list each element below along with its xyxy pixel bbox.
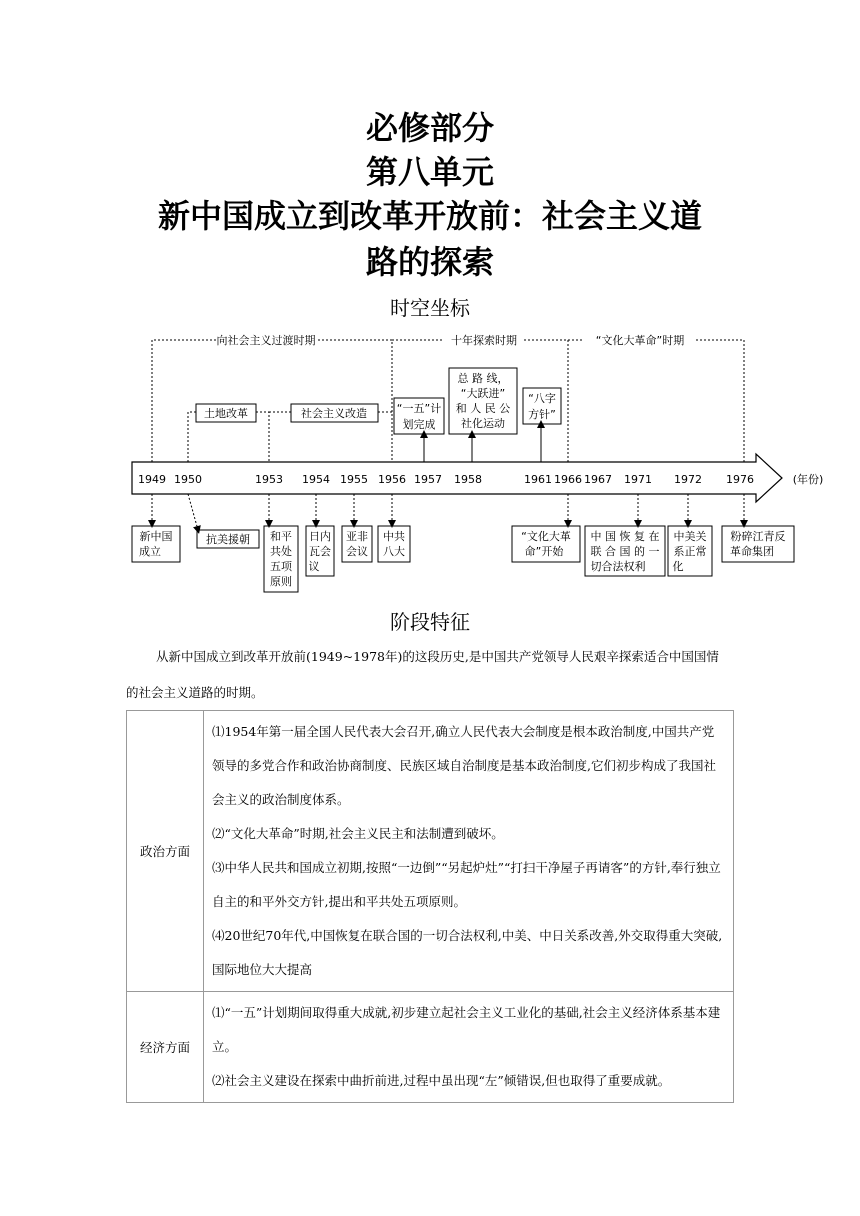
label-un-3: 切合法权利 (590, 560, 646, 573)
unit-subtitle-line2: 路的探索 (365, 243, 494, 281)
politics-content (204, 711, 734, 992)
label-us-3: 化 (672, 560, 684, 573)
label-bandung-2: 会议 (346, 545, 368, 558)
year-1949: 1949 (138, 473, 166, 486)
label-geneva-2: 瓦会 (309, 545, 331, 558)
timeline-diagram (126, 326, 830, 598)
label-gang-1: 粉碎江青反 (730, 530, 786, 543)
year-1958: 1958 (454, 473, 482, 486)
table-row-politics (127, 711, 734, 992)
politics-item-1: ⑴1954年第一届全国人民代表大会召开,确立人民代表大会制度是根本政治制度,中国共产党领导的多党合作和政治协商制度、民族区域自治制度是基本政治制度,它们初步构成了我国社会主义的政治制度体系。 (212, 724, 716, 807)
year-1954: 1954 (302, 473, 330, 486)
label-five-4: 原则 (270, 575, 292, 588)
year-1976: 1976 (726, 473, 754, 486)
label-congress-2: 八大 (383, 545, 405, 558)
intro-line1: 从新中国成立到改革开放前(1949~1978年)的这段历史,是中国共产党领导人民艰辛探索适合中国国情 (156, 649, 719, 664)
label-bandung-1: 亚非 (346, 530, 368, 543)
label-five-year-1: “一五”计 (396, 402, 442, 415)
page-title-line1: 必修部分 (365, 109, 494, 147)
timeline-heading: 时空坐标 (390, 296, 470, 320)
label-leap-4: 社化运动 (461, 417, 505, 430)
label-leap-3: 和 人 民 公 (455, 402, 511, 415)
politics-item-4: ⑷20世纪70年代,中国恢复在联合国的一切合法权利,中美、中日关系改善,外交取得重大突破,国际地位大大提高 (212, 928, 723, 977)
year-1953: 1953 (255, 473, 283, 486)
label-us-1: 中美关 (673, 530, 707, 543)
label-five-1: 和平 (270, 530, 292, 543)
period-bracket-culturalrev (568, 340, 744, 462)
politics-item-3: ⑶中华人民共和国成立初期,按照“一边倒”“另起炉灶”“打扫干净屋子再请客”的方针,奉行独立自主的和平外交方针,提出和平共处五项原则。 (212, 860, 721, 909)
label-land-reform: 土地改革 (204, 407, 248, 420)
label-eight-1: “八字 (528, 392, 556, 405)
conn-1950 (188, 494, 198, 530)
economy-item-1: ⑴“一五”计划期间取得重大成就,初步建立起社会主义工业化的基础,社会主义经济体系基本建立。 (212, 1005, 721, 1054)
label-gang-2: 革命集团 (730, 545, 774, 558)
label-founding-2: 成立 (139, 545, 161, 558)
economy-content (204, 992, 734, 1103)
year-1957: 1957 (414, 473, 442, 486)
unit-title: 第八单元 (365, 153, 494, 191)
year-1961: 1961 (524, 473, 552, 486)
year-1966: 1966 (554, 473, 582, 486)
unit-subtitle-line1: 新中国成立到改革开放前：社会主义道 (157, 197, 702, 235)
label-leap-1: 总 路 线， (457, 372, 509, 385)
year-1971: 1971 (624, 473, 652, 486)
economy-label: 经济方面 (127, 992, 204, 1103)
label-cr-2: 命”开始 (524, 545, 564, 558)
label-five-2: 共处 (270, 545, 292, 558)
period-label-exploration: 十年探索时期 (451, 334, 517, 347)
year-1972: 1972 (674, 473, 702, 486)
axis-unit: (年份) (792, 473, 824, 486)
year-1950: 1950 (174, 473, 202, 486)
politics-item-2: ⑵“文化大革命”时期,社会主义民主和法制遭到破坏。 (212, 826, 504, 841)
period-label-transition: 向社会主义过渡时期 (216, 334, 316, 347)
features-heading: 阶段特征 (390, 610, 470, 634)
features-table (126, 710, 734, 1103)
economy-item-2: ⑵社会主义建设在探索中曲折前进,过程中虽出现“左”倾错误,但也取得了重要成就。 (212, 1073, 671, 1088)
politics-label: 政治方面 (127, 711, 204, 992)
year-1955: 1955 (340, 473, 368, 486)
label-cr-1: “文化大革 (521, 530, 571, 543)
label-un-1: 中 国 恢 复 在 (590, 530, 660, 543)
label-eight-2: 方针” (528, 408, 556, 421)
year-1967: 1967 (584, 473, 612, 486)
label-five-3: 五项 (270, 560, 292, 573)
period-bracket-transition (152, 340, 392, 462)
label-founding-1: 新中国 (139, 530, 173, 543)
label-congress-1: 中共 (383, 530, 405, 543)
table-row-economy (127, 992, 734, 1103)
period-label-culturalrev: “文化大革命”时期 (595, 334, 685, 347)
label-leap-2: “大跃进” (460, 387, 506, 400)
label-un-2: 联 合 国 的 一 (590, 545, 660, 558)
intro-line2: 的社会主义道路的时期。 (126, 685, 264, 700)
label-transform: 社会主义改造 (301, 407, 367, 420)
year-1956: 1956 (378, 473, 406, 486)
label-five-year-2: 划完成 (402, 418, 436, 431)
label-korea: 抗美援朝 (206, 533, 250, 546)
label-us-2: 系正常 (673, 545, 707, 558)
label-geneva-3: 议 (308, 560, 320, 573)
label-geneva-1: 日内 (309, 530, 331, 543)
